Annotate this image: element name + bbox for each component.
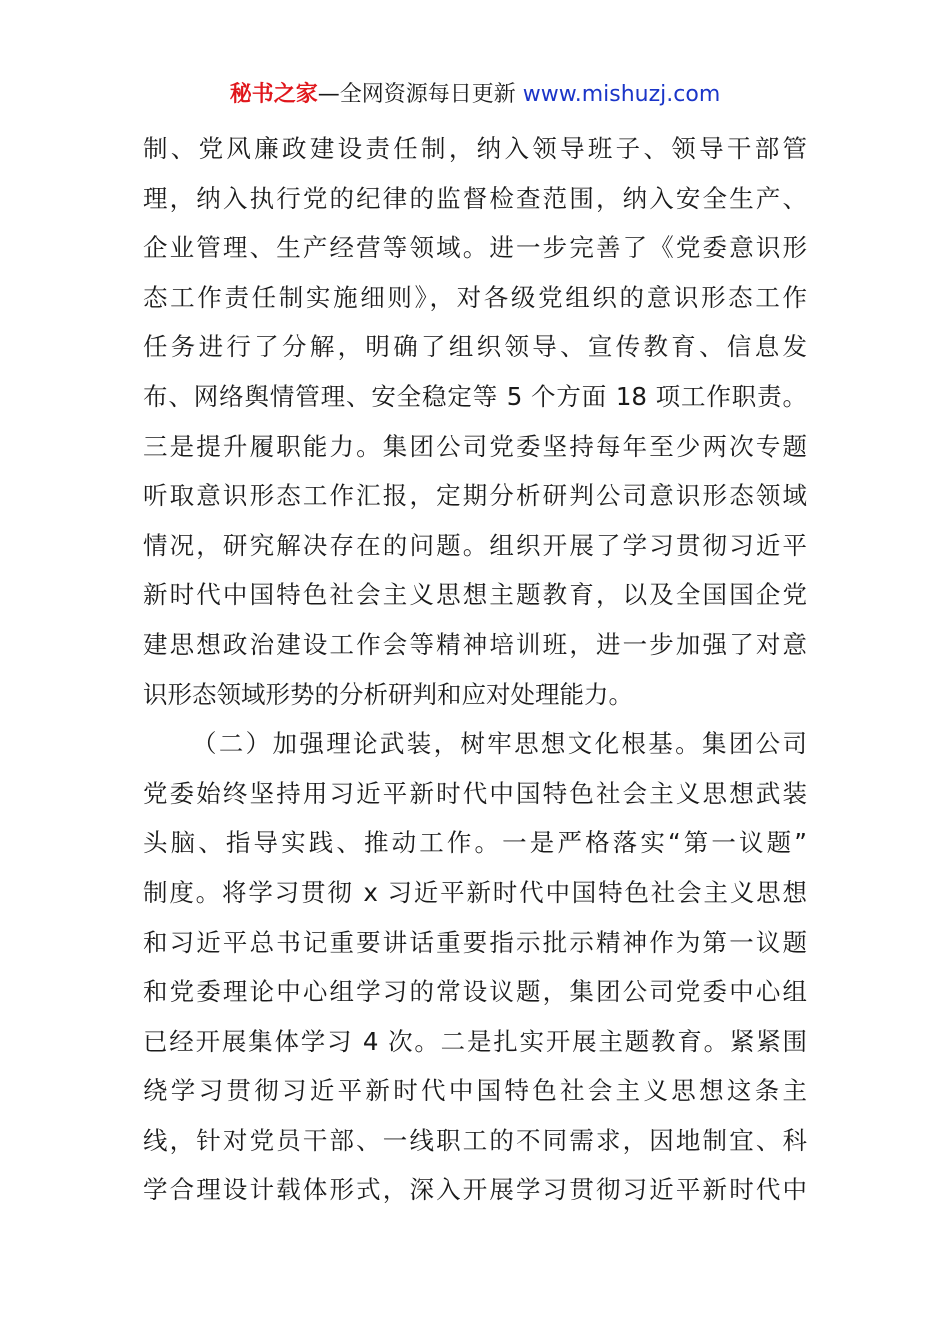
text-line: 制度。将学习贯彻 x 习近平新时代中国特色社会主义思想 bbox=[143, 877, 807, 907]
text-line: 新时代中国特色社会主义思想主题教育，以及全国国企党 bbox=[143, 580, 807, 610]
text-line: 学合理设计载体形式，深入开展学习贯彻习近平新时代中 bbox=[143, 1175, 807, 1205]
site-url-link[interactable]: www.mishuzj.com bbox=[522, 82, 721, 107]
text-line: 建思想政治建设工作会等精神培训班，进一步加强了对意 bbox=[143, 629, 807, 659]
text-line: 企业管理、生产经营等领域。进一步完善了《党委意识形 bbox=[143, 233, 807, 263]
text-line: 和习近平总书记重要讲话重要指示批示精神作为第一议题 bbox=[143, 927, 807, 957]
text-line: 听取意识形态工作汇报，定期分析研判公司意识形态领域 bbox=[143, 481, 807, 511]
text-line: 头脑、指导实践、推动工作。一是严格落实“第一议题” bbox=[143, 828, 807, 858]
section-heading-line: （二）加强理论武装，树牢思想文化根基。集团公司 bbox=[192, 729, 807, 759]
text-line: 线，针对党员干部、一线职工的不同需求，因地制宜、科 bbox=[143, 1125, 807, 1155]
header-tagline: —全网资源每日更新 bbox=[317, 82, 523, 107]
site-header bbox=[0, 80, 950, 110]
text-line: 已经开展集体学习 4 次。二是扎实开展主题教育。紧紧围 bbox=[143, 1026, 807, 1056]
text-line: 制、党风廉政建设责任制，纳入领导班子、领导干部管 bbox=[143, 134, 807, 163]
brand-name: 秘书之家 bbox=[229, 82, 318, 107]
text-line: 态工作责任制实施细则》，对各级党组织的意识形态工作 bbox=[143, 282, 807, 312]
paragraph-end-line: 识形态领域形势的分析研判和应对处理能力。 bbox=[143, 679, 633, 709]
text-line: 情况，研究解决存在的问题。组织开展了学习贯彻习近平 bbox=[143, 530, 807, 560]
document-body bbox=[143, 124, 807, 1215]
text-line: 任务进行了分解，明确了组织领导、宣传教育、信息发 bbox=[143, 332, 807, 362]
text-line: 党委始终坚持用习近平新时代中国特色社会主义思想武装 bbox=[143, 778, 807, 808]
text-line: 绕学习贯彻习近平新时代中国特色社会主义思想这条主 bbox=[143, 1076, 807, 1106]
text-line: 布、网络舆情管理、安全稳定等 5 个方面 18 项工作职责。 bbox=[143, 381, 807, 411]
text-line: 理，纳入执行党的纪律的监督检查范围，纳入安全生产、 bbox=[143, 183, 807, 213]
text-line: 三是提升履职能力。集团公司党委坚持每年至少两次专题 bbox=[143, 431, 807, 461]
text-line: 和党委理论中心组学习的常设议题，集团公司党委中心组 bbox=[143, 977, 807, 1007]
